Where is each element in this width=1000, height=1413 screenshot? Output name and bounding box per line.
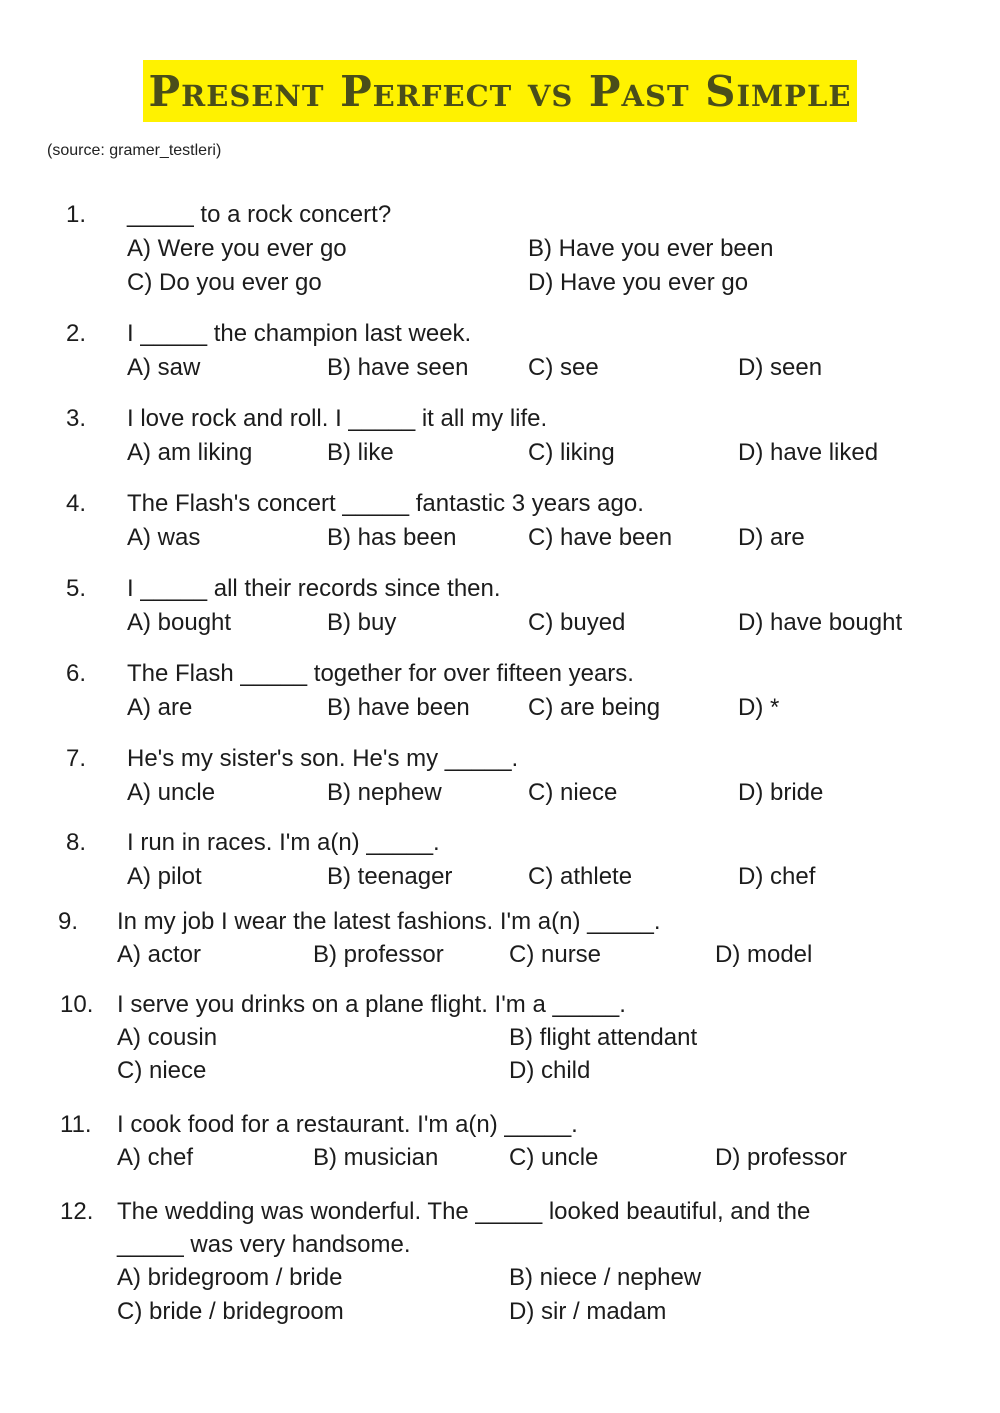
option-b[interactable]: B) flight attendant: [509, 1024, 698, 1051]
option-d[interactable]: D) child: [509, 1057, 591, 1084]
option-d[interactable]: D) bride: [738, 779, 824, 806]
option-d[interactable]: D) seen: [738, 354, 823, 381]
option-a[interactable]: A) are: [127, 694, 193, 721]
option-b[interactable]: B) buy: [327, 609, 397, 636]
option-a[interactable]: A) uncle: [127, 779, 216, 806]
option-a[interactable]: A) bought: [127, 609, 232, 636]
option-c[interactable]: C) uncle: [509, 1144, 599, 1171]
option-c[interactable]: C) liking: [528, 439, 615, 466]
option-c[interactable]: C) niece: [117, 1057, 207, 1084]
option-d[interactable]: D) Have you ever go: [528, 269, 749, 296]
question-number: 11.: [60, 1111, 92, 1138]
option-a[interactable]: A) cousin: [117, 1024, 218, 1051]
option-d[interactable]: D) have liked: [738, 439, 879, 466]
option-a[interactable]: A) pilot: [127, 863, 202, 890]
option-a[interactable]: A) am liking: [127, 439, 253, 466]
option-d[interactable]: D) model: [715, 941, 813, 968]
option-b[interactable]: B) professor: [313, 941, 444, 968]
option-a[interactable]: A) was: [127, 524, 201, 551]
question-text: I love rock and roll. I _____ it all my life.: [127, 405, 548, 432]
option-c[interactable]: C) nurse: [509, 941, 602, 968]
question-text: I _____ all their records since then.: [127, 575, 501, 602]
option-d[interactable]: D) chef: [738, 863, 816, 890]
option-a[interactable]: A) bridegroom / bride: [117, 1264, 343, 1291]
question-text: I _____ the champion last week.: [127, 320, 472, 347]
question-number: 2.: [66, 320, 87, 347]
option-a[interactable]: A) Were you ever go: [127, 235, 347, 262]
question-text: The wedding was wonderful. The _____ looked beautiful, and the: [117, 1198, 811, 1225]
option-c[interactable]: C) are being: [528, 694, 661, 721]
option-c[interactable]: C) buyed: [528, 609, 626, 636]
title-banner: [0, 60, 1000, 122]
question-text-line2: _____ was very handsome.: [117, 1231, 411, 1258]
question-text: He's my sister's son. He's my _____.: [127, 745, 519, 772]
question-text: I serve you drinks on a plane flight. I'm a _____.: [117, 991, 626, 1018]
question-text: _____ to a rock concert?: [127, 201, 392, 228]
question-number: 6.: [66, 660, 87, 687]
option-c[interactable]: C) niece: [528, 779, 618, 806]
option-b[interactable]: B) Have you ever been: [528, 235, 774, 262]
page-title: Present Perfect vs Past Simple: [143, 60, 858, 122]
question-number: 4.: [66, 490, 87, 517]
question-text: The Flash's concert _____ fantastic 3 years ago.: [127, 490, 644, 517]
question-text: I run in races. I'm a(n) _____.: [127, 829, 440, 856]
question-number: 12.: [60, 1198, 94, 1225]
option-a[interactable]: A) saw: [127, 354, 201, 381]
option-b[interactable]: B) like: [327, 439, 394, 466]
source-note: (source: gramer_testleri): [47, 142, 222, 159]
question-number: 3.: [66, 405, 87, 432]
option-b[interactable]: B) nephew: [327, 779, 442, 806]
option-b[interactable]: B) have seen: [327, 354, 469, 381]
option-c[interactable]: C) athlete: [528, 863, 633, 890]
option-c[interactable]: C) Do you ever go: [127, 269, 322, 296]
option-c[interactable]: C) have been: [528, 524, 673, 551]
question-number: 8.: [66, 829, 87, 856]
question-number: 10.: [60, 991, 94, 1018]
option-d[interactable]: D) *: [738, 694, 780, 721]
option-c[interactable]: C) bride / bridegroom: [117, 1298, 344, 1325]
option-b[interactable]: B) has been: [327, 524, 457, 551]
question-number: 9.: [58, 908, 79, 935]
question-text: The Flash _____ together for over fifteen years.: [127, 660, 634, 687]
question-number: 7.: [66, 745, 87, 772]
option-b[interactable]: B) teenager: [327, 863, 453, 890]
option-b[interactable]: B) have been: [327, 694, 470, 721]
option-a[interactable]: A) chef: [117, 1144, 194, 1171]
option-d[interactable]: D) have bought: [738, 609, 903, 636]
question-text: I cook food for a restaurant. I'm a(n) _____.: [117, 1111, 578, 1138]
option-b[interactable]: B) musician: [313, 1144, 439, 1171]
option-b[interactable]: B) niece / nephew: [509, 1264, 702, 1291]
question-text: In my job I wear the latest fashions. I'm a(n) _____.: [117, 908, 661, 935]
option-d[interactable]: D) professor: [715, 1144, 848, 1171]
question-number: 5.: [66, 575, 87, 602]
option-d[interactable]: D) sir / madam: [509, 1298, 667, 1325]
option-d[interactable]: D) are: [738, 524, 805, 551]
option-c[interactable]: C) see: [528, 354, 599, 381]
question-number: 1.: [66, 201, 87, 228]
option-a[interactable]: A) actor: [117, 941, 202, 968]
